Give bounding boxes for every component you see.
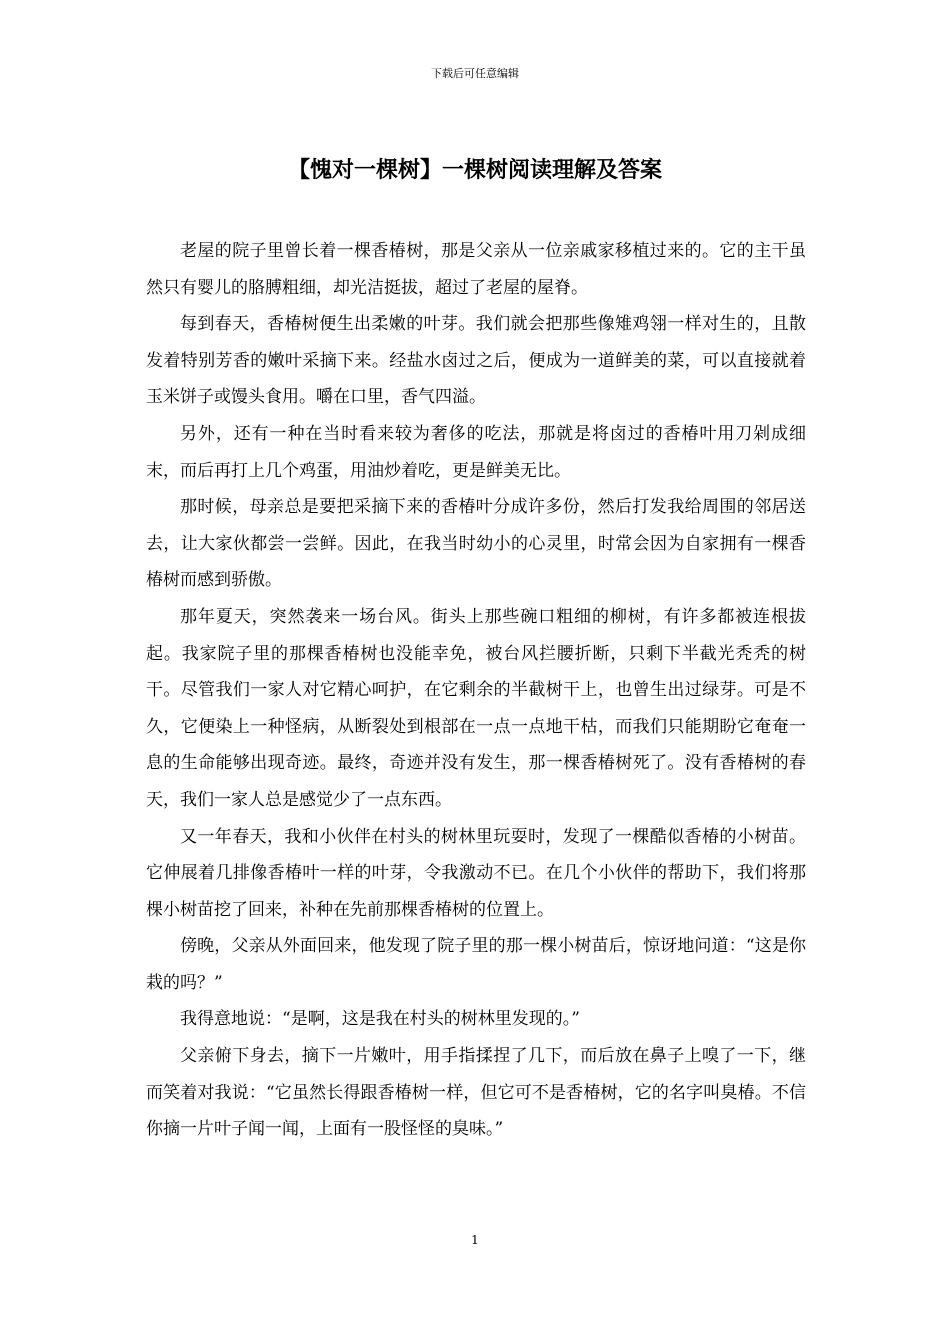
paragraph-6: 又一年春天，我和小伙伴在村头的树林里玩耍时，发现了一棵酷似香椿的小树苗。它伸展着几排像香椿叶一样的叶芽，令我激动不已。在几个小伙伴的帮助下，我们将那棵小树苗挖了回来，补种在先前那棵香椿树的位置上。 [146,826,806,920]
paragraph-3: 另外，还有一种在当时看来较为奢侈的吃法，那就是将卤过的香椿叶用刀剁成细末，而后再打上几个鸡蛋，用油炒着吃，更是鲜美无比。 [146,423,806,481]
paragraph-4: 那时候，母亲总是要把采摘下来的香椿叶分成许多份，然后打发我给周围的邻居送去，让大家伙都尝一尝鲜。因此，在我当时幼小的心灵里，时常会因为自家拥有一棵香椿树而感到骄傲。 [146,497,806,591]
page-number: 1 [471,1233,479,1247]
document-title: 【愧对一棵树】一棵树阅读理解及答案 [287,158,662,183]
paragraph-5: 那年夏天，突然袭来一场台风。街头上那些碗口粗细的柳树，有许多都被连根拔起。我家院子里的那棵香椿树也没能幸免，被台风拦腰折断，只剩下半截光秃秃的树干。尽管我们一家人对它精心呵护，在它剩余的半截树干上，也曾生出过绿芽。可是不久，它便染上一种怪病，从断裂处到根部在一点一点地干枯，而我们只能期盼它奄奄一息的生命能够出现奇迹。最终，奇迹并没有发生，那一棵香椿树死了。没有香椿树的春天，我们一家人总是感觉少了一点东西。 [146,606,806,810]
paragraph-9: 父亲俯下身去，摘下一片嫩叶，用手指揉捏了几下，而后放在鼻子上嗅了一下，继而笑着对我说：“它虽然长得跟香椿树一样，但它可不是香椿树，它的名字叫臭椿。不信你摘一片叶子闻一闻，上面有一股怪怪的臭味。” [146,1046,806,1140]
page-header: 下载后可任意编辑 [431,67,519,80]
paragraph-1: 老屋的院子里曾长着一棵香椿树，那是父亲从一位亲戚家移植过来的。它的主干虽然只有婴儿的胳膊粗细，却光洁挺拔，超过了老屋的屋脊。 [146,241,806,298]
paragraph-2: 每到春天，香椿树便生出柔嫩的叶芽。我们就会把那些像雉鸡翎一样对生的，且散发着特别芳香的嫩叶采摘下来。经盐水卤过之后，便成为一道鲜美的菜，可以直接就着玉米饼子或馒头食用。嚼在口里，香气四溢。 [146,314,806,408]
paragraph-8: 我得意地说：“是啊，这是我在村头的树林里发现的。” [180,1009,580,1030]
article-body [146,233,806,1148]
paragraph-7: 傍晚，父亲从外面回来，他发现了院子里的那一棵小树苗后，惊讶地问道：“这是你栽的吗？” [146,936,806,993]
